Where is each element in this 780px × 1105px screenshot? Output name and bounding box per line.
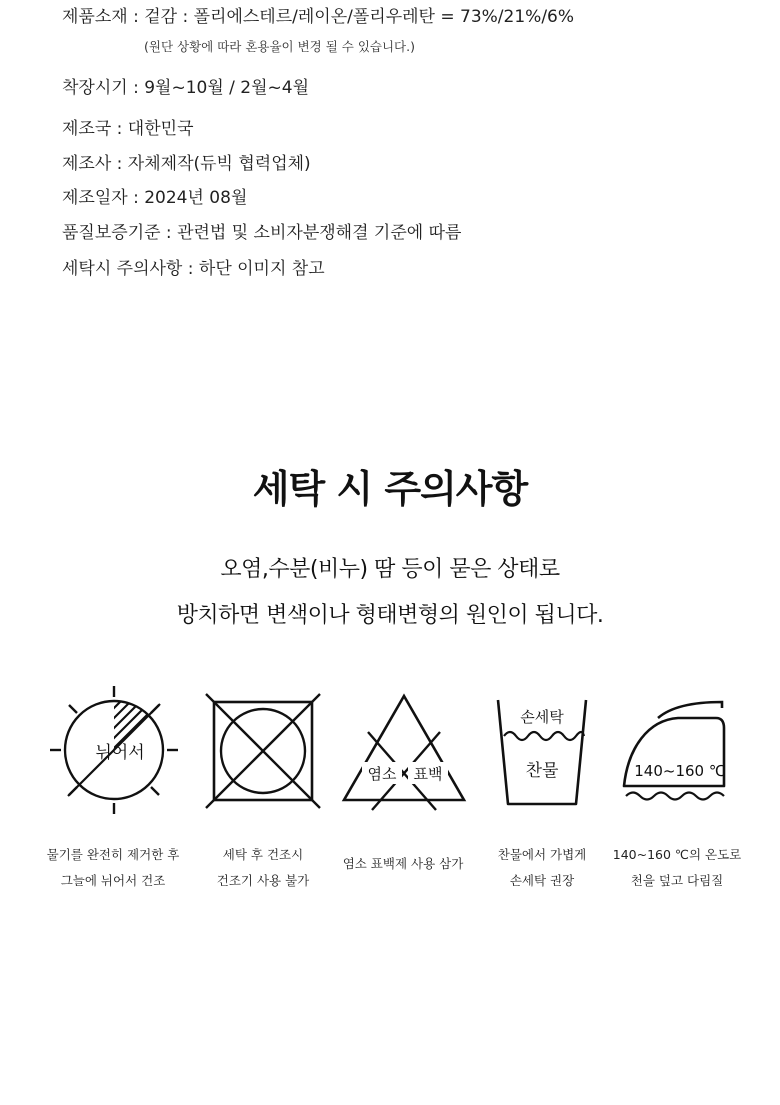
caption-shade-dry: 물기를 완전히 제거한 후 그늘에 뉘어서 건조 [46,847,180,888]
iron-with-cloth-icon [618,700,736,804]
caption-iron: 140~160 ℃의 온도로 천을 덮고 다림질 [612,847,742,888]
care-title: 세탁 시 주의사항 [252,467,528,511]
caption-no-tumble-dry: 세탁 후 건조시 건조기 사용 불가 [216,847,310,888]
no-bleach-label-left: 염소 [367,765,397,783]
care-subtitle-1: 오염,수분(비누) 땀 등이 묻은 상태로 [220,557,560,582]
caption-no-bleach: 염소 표백제 사용 삼가 [342,856,464,871]
washing-line: 세탁시 주의사항 : 하단 이미지 참고 [62,259,325,279]
country-line: 제조국 : 대한민국 [62,119,194,139]
hand-wash-cold-icon [494,696,590,808]
quality-line: 품질보증기준 : 관련법 및 소비자분쟁해결 기준에 따름 [62,223,462,243]
material-note: (원단 상황에 따라 혼용율이 변경 될 수 있습니다.) [144,39,415,54]
no-bleach-icon [340,692,468,812]
shade-dry-icon [48,684,180,816]
shade-dry-label: 뉘어서 [95,743,145,763]
care-subtitle-2: 방치하면 변색이나 형태변형의 원인이 됩니다. [176,603,604,628]
material-line: 제품소재 : 겉감 : 폴리에스테르/레이온/폴리우레탄 = 73%/21%/6% [62,7,575,27]
season-line: 착장시기 : 9월~10월 / 2월~4월 [62,78,310,98]
no-tumble-dry-icon [204,692,322,810]
iron-label: 140~160 ℃ [634,762,726,780]
hand-wash-label-bottom: 찬물 [525,761,559,781]
date-line: 제조일자 : 2024년 08월 [62,188,248,208]
hand-wash-label-top: 손세탁 [520,708,564,726]
maker-line: 제조사 : 자체제작(듀빅 협력업체) [62,154,311,174]
no-bleach-label-right: 표백 [413,765,443,783]
caption-hand-wash: 찬물에서 가볍게 손세탁 권장 [497,847,587,888]
